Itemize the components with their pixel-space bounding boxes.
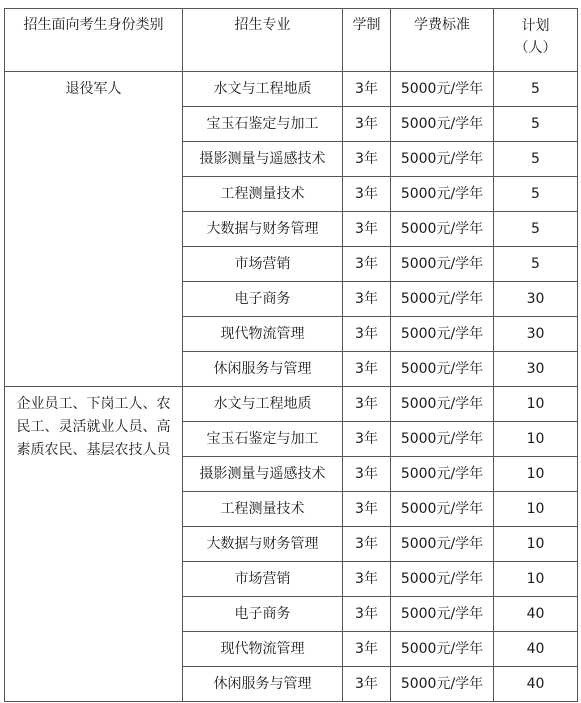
tuition-cell: 5000元/学年 — [391, 667, 494, 702]
duration-cell: 3年 — [343, 597, 391, 632]
major-cell: 工程测量技术 — [183, 177, 343, 212]
plan-cell: 5 — [494, 107, 578, 142]
major-cell: 摄影测量与遥感技术 — [183, 457, 343, 492]
tuition-cell: 5000元/学年 — [391, 387, 494, 422]
major-cell: 大数据与财务管理 — [183, 212, 343, 247]
bottom-cropped-text — [0, 697, 581, 703]
plan-cell: 40 — [494, 597, 578, 632]
tuition-cell: 5000元/学年 — [391, 177, 494, 212]
major-cell: 摄影测量与遥感技术 — [183, 142, 343, 177]
plan-cell: 10 — [494, 422, 578, 457]
plan-cell: 10 — [494, 492, 578, 527]
duration-cell: 3年 — [343, 72, 391, 107]
tuition-cell: 5000元/学年 — [391, 422, 494, 457]
major-cell: 大数据与财务管理 — [183, 527, 343, 562]
major-cell: 水文与工程地质 — [183, 387, 343, 422]
plan-cell: 10 — [494, 562, 578, 597]
duration-cell: 3年 — [343, 667, 391, 702]
plan-cell: 5 — [494, 142, 578, 177]
plan-cell: 10 — [494, 457, 578, 492]
tuition-cell: 5000元/学年 — [391, 72, 494, 107]
tuition-cell: 5000元/学年 — [391, 457, 494, 492]
plan-cell: 40 — [494, 667, 578, 702]
enrollment-plan-table — [4, 8, 578, 702]
plan-cell: 30 — [494, 282, 578, 317]
header-category: 招生面向考生身份类别 — [5, 9, 183, 72]
duration-cell: 3年 — [343, 282, 391, 317]
plan-cell: 5 — [494, 72, 578, 107]
major-cell: 电子商务 — [183, 282, 343, 317]
tuition-cell: 5000元/学年 — [391, 107, 494, 142]
header-major: 招生专业 — [183, 9, 343, 72]
duration-cell: 3年 — [343, 352, 391, 387]
major-cell: 现代物流管理 — [183, 632, 343, 667]
tuition-cell: 5000元/学年 — [391, 492, 494, 527]
tuition-cell: 5000元/学年 — [391, 597, 494, 632]
tuition-cell: 5000元/学年 — [391, 632, 494, 667]
tuition-cell: 5000元/学年 — [391, 212, 494, 247]
table-row — [5, 72, 578, 107]
header-tuition: 学费标准 — [391, 9, 494, 72]
plan-cell: 5 — [494, 177, 578, 212]
table-row — [5, 387, 578, 422]
duration-cell: 3年 — [343, 387, 391, 422]
duration-cell: 3年 — [343, 457, 391, 492]
tuition-cell: 5000元/学年 — [391, 247, 494, 282]
major-cell: 宝玉石鉴定与加工 — [183, 107, 343, 142]
category-cell-veterans: 退役军人 — [5, 72, 183, 387]
duration-cell: 3年 — [343, 247, 391, 282]
duration-cell: 3年 — [343, 562, 391, 597]
top-cropped-text — [0, 0, 581, 8]
header-duration: 学制 — [343, 9, 391, 72]
duration-cell: 3年 — [343, 177, 391, 212]
tuition-cell: 5000元/学年 — [391, 562, 494, 597]
major-cell: 市场营销 — [183, 247, 343, 282]
plan-cell: 5 — [494, 247, 578, 282]
table-header-row — [5, 9, 578, 72]
plan-cell: 30 — [494, 352, 578, 387]
major-cell: 休闲服务与管理 — [183, 667, 343, 702]
tuition-cell: 5000元/学年 — [391, 317, 494, 352]
major-cell: 休闲服务与管理 — [183, 352, 343, 387]
duration-cell: 3年 — [343, 632, 391, 667]
category-cell-workers: 企业员工、下岗工人、农民工、灵活就业人员、高素质农民、基层农技人员 — [5, 387, 183, 702]
plan-cell: 10 — [494, 527, 578, 562]
plan-cell: 10 — [494, 387, 578, 422]
major-cell: 宝玉石鉴定与加工 — [183, 422, 343, 457]
tuition-cell: 5000元/学年 — [391, 142, 494, 177]
duration-cell: 3年 — [343, 212, 391, 247]
major-cell: 电子商务 — [183, 597, 343, 632]
duration-cell: 3年 — [343, 527, 391, 562]
major-cell: 工程测量技术 — [183, 492, 343, 527]
header-plan-line2: （人） — [514, 40, 557, 56]
duration-cell: 3年 — [343, 142, 391, 177]
header-plan-line1: 计划 — [521, 18, 550, 34]
plan-cell: 30 — [494, 317, 578, 352]
duration-cell: 3年 — [343, 422, 391, 457]
major-cell: 现代物流管理 — [183, 317, 343, 352]
duration-cell: 3年 — [343, 317, 391, 352]
duration-cell: 3年 — [343, 107, 391, 142]
plan-cell: 5 — [494, 212, 578, 247]
major-cell: 水文与工程地质 — [183, 72, 343, 107]
tuition-cell: 5000元/学年 — [391, 527, 494, 562]
major-cell: 市场营销 — [183, 562, 343, 597]
duration-cell: 3年 — [343, 492, 391, 527]
header-plan — [494, 9, 578, 72]
plan-cell: 40 — [494, 632, 578, 667]
tuition-cell: 5000元/学年 — [391, 352, 494, 387]
tuition-cell: 5000元/学年 — [391, 282, 494, 317]
